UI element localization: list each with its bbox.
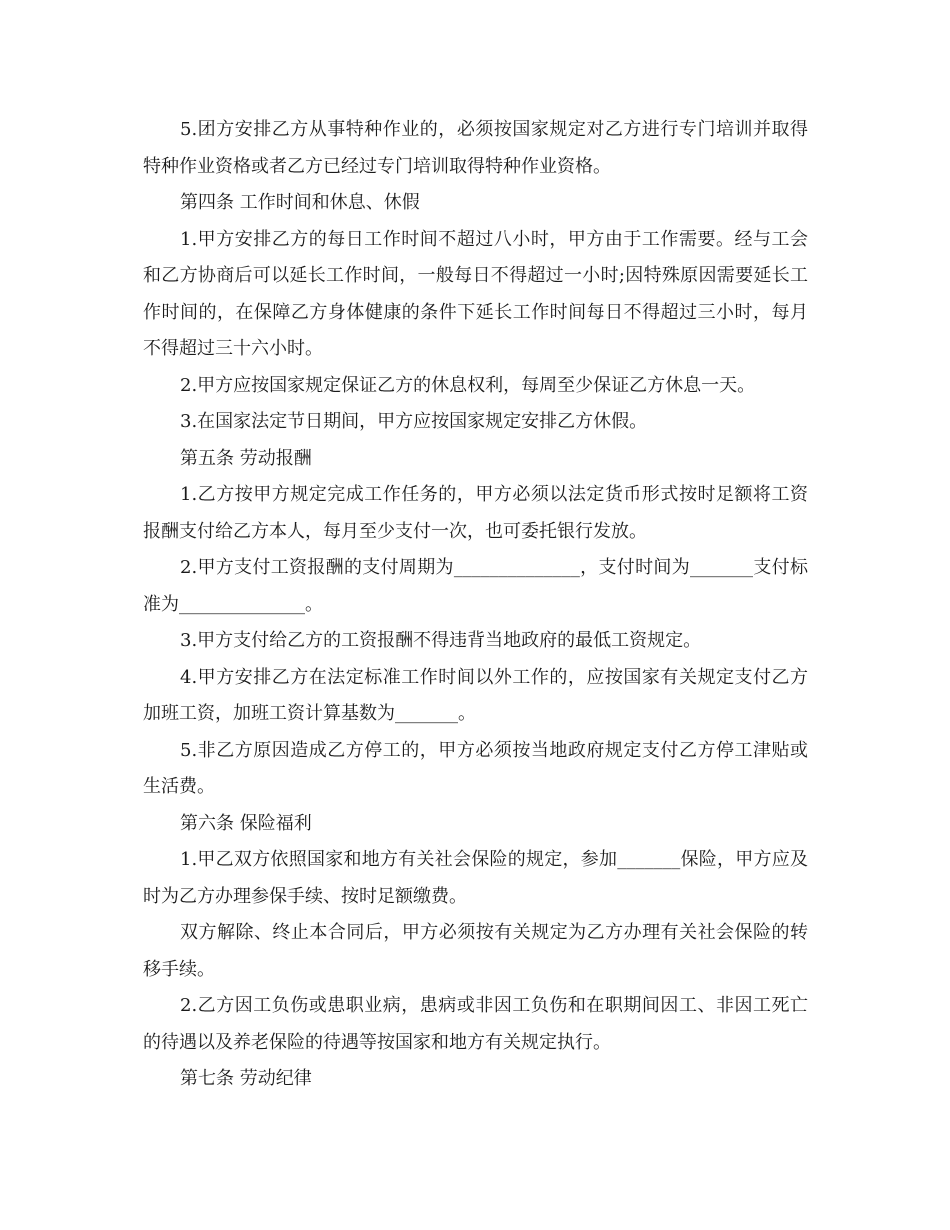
document-body [143, 112, 808, 1098]
section-heading: 第四条 工作时间和休息、休假 [180, 192, 420, 213]
clause-paragraph: 1.甲方安排乙方的每日工作时间不超过八小时，甲方由于工作需要。经与工会和乙方协商后可以延长工作时间，一般每日不得超过一小时;因特殊原因需要延长工作时间的，在保障乙方身体健康的条件下延长工作时间每日不得超过三小时，每月不得超过三十六小时。 [143, 228, 808, 359]
clause-paragraph: 2.甲方支付工资报酬的支付周期为______________，支付时间为_______支付标准为______________。 [143, 557, 808, 615]
clause-paragraph: 4.甲方安排乙方在法定标准工作时间以外工作的，应按国家有关规定支付乙方加班工资，加班工资计算基数为_______。 [143, 666, 808, 724]
clause-paragraph: 5.团方安排乙方从事特种作业的，必须按国家规定对乙方进行专门培训并取得特种作业资格或者乙方已经过专门培训取得特种作业资格。 [143, 119, 808, 177]
section-heading: 第六条 保险福利 [180, 812, 312, 834]
clause-paragraph: 双方解除、终止本合同后，甲方必须按有关规定为乙方办理有关社会保险的转移手续。 [143, 922, 808, 980]
section-heading: 第七条 劳动纪律 [180, 1068, 312, 1089]
clause-paragraph: 5.非乙方原因造成乙方停工的，甲方必须按当地政府规定支付乙方停工津贴或生活费。 [143, 739, 808, 797]
section-heading: 第五条 劳动报酬 [180, 447, 312, 469]
clause-paragraph: 2.乙方因工负伤或患职业病，患病或非因工负伤和在职期间因工、非因工死亡的待遇以及养老保险的待遇等按国家和地方有关规定执行。 [143, 995, 808, 1053]
clause-paragraph: 3.在国家法定节日期间，甲方应按国家规定安排乙方休假。 [180, 411, 648, 432]
clause-paragraph: 1.甲乙双方依照国家和地方有关社会保险的规定，参加_______保险，甲方应及时为乙方办理参保手续、按时足额缴费。 [143, 849, 808, 907]
clause-paragraph: 2.甲方应按国家规定保证乙方的休息权利，每周至少保证乙方休息一天。 [180, 374, 756, 396]
clause-paragraph: 1.乙方按甲方规定完成工作任务的，甲方必须以法定货币形式按时足额将工资报酬支付给乙方本人，每月至少支付一次，也可委托银行发放。 [143, 484, 808, 542]
clause-paragraph: 3.甲方支付给乙方的工资报酬不得违背当地政府的最低工资规定。 [180, 630, 702, 651]
